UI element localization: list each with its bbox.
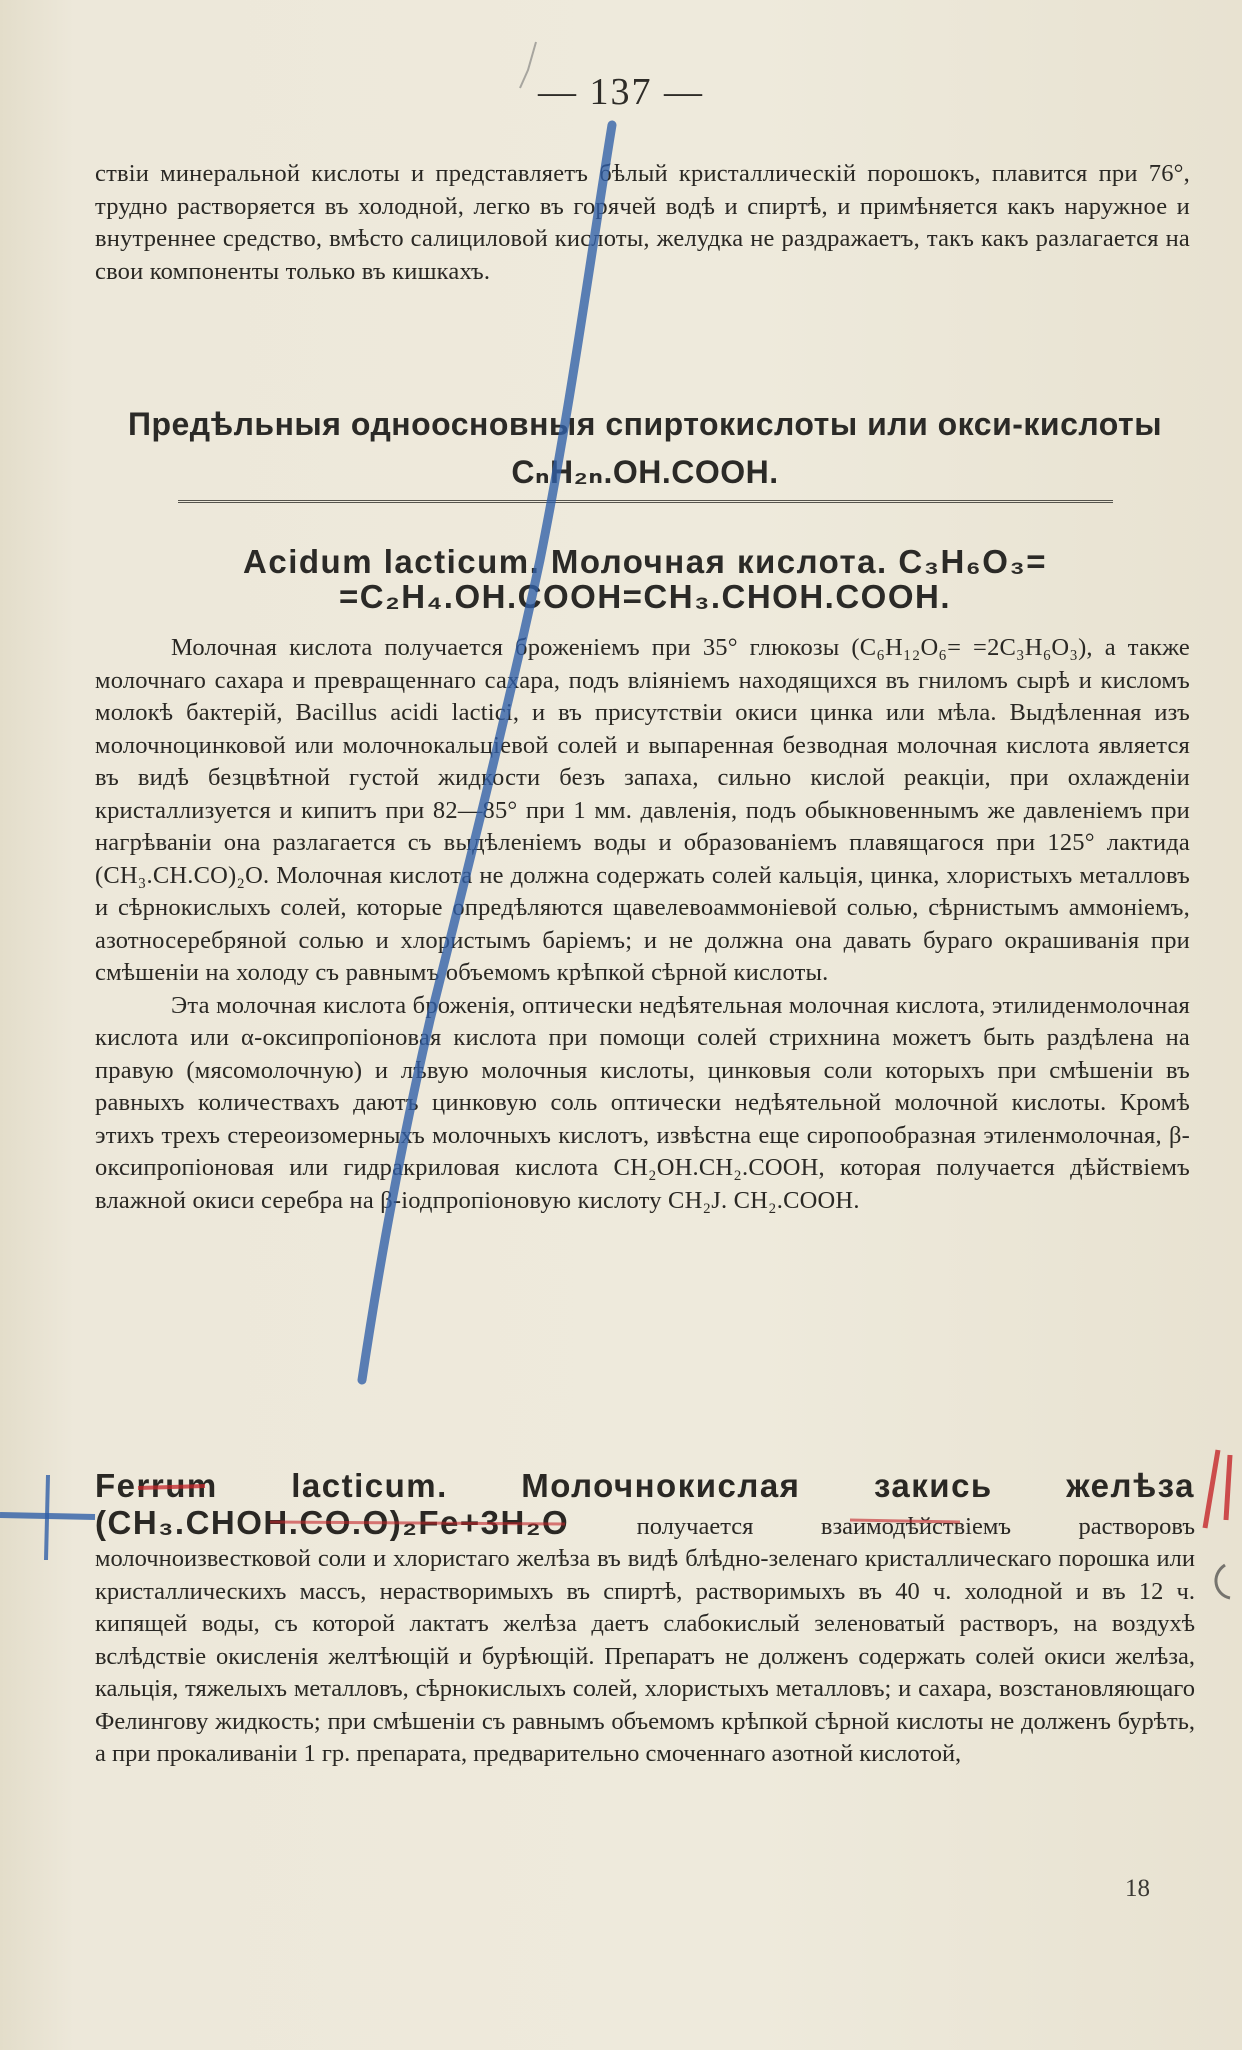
blue-pencil-cross-vertical — [46, 1475, 48, 1560]
section-rule — [178, 500, 1113, 505]
section-title: Предѣльныя одноосновныя спиртокислоты или окси-кислоты CₙH₂ₙ.OH.COOH. — [127, 406, 1163, 490]
acidum-body — [95, 632, 1190, 1217]
intro-text: ствіи минеральной кислоты и представляетъ бѣлый кристаллическій порошокъ, плавится при 76°, трудно растворяется въ холодной, легко въ горячей водѣ и спиртѣ, и примѣняется какъ наружное и внутреннее средство, вмѣсто салициловой кислоты, желудка не раздражаетъ, такъ какъ разлагается на свои компоненты только въ кишкахъ. — [95, 160, 1190, 285]
intro-paragraph — [95, 158, 1190, 288]
ferrum-text: получается взаимодѣйствіемъ растворовъ молочноизвестковой соли и хлористаго желѣза въ видѣ блѣдно-зеленаго кристаллическаго порошка или кристаллическихъ массъ, нерастворимыхъ въ спиртѣ, растворимыхъ въ 40 ч. холодной и въ 12 ч. кипящей воды, съ которой лактатъ желѣза даетъ слабокислый зеленоватый растворъ, на воздухѣ вслѣдствіе окисленія желтѣющій и бурѣющій. Препаратъ не долженъ содержать солей окиси желѣза, кальція, тяжелыхъ металловъ, сѣрнокислыхъ солей, хлористыхъ металловъ; и сахара, возстановляющаго Фелингову жидкость; при смѣшеніи съ равнымъ объемомъ крѣпкой сѣрной кислоты не долженъ бурѣть, а при прокаливаніи 1 гр. препарата, предварительно смоченнаго азотной кислотой, — [95, 1512, 1195, 1767]
ferrum-entry — [95, 1467, 1195, 1771]
red-margin-mark — [1205, 1450, 1230, 1528]
page-number: — 137 — — [538, 71, 704, 113]
acidum-title-line2: =C₂H₄.OH.COOH=CH₃.CHOH.COOH. — [338, 578, 952, 615]
pencil-margin-hook — [1216, 1565, 1230, 1598]
blue-pencil-cross-horizontal — [0, 1515, 95, 1517]
signature-number: 18 — [1125, 1875, 1150, 1902]
ferrum-title: Ferrum lacticum. Молочнокислая закись желѣза (CH₃.CHOH.CO.O)₂Fe+3H₂O — [95, 1467, 1195, 1541]
acidum-paragraph-1: Молочная кислота получается броженіемъ при 35° глюкозы (C₆H₁₂O₆= =2C₃H₆O₃), а также молочнаго сахара и превращеннаго сахара, подъ вліяніемъ находящихся въ гниломъ сырѣ и кисломъ молокѣ бактерій, Bacillus acidi lactici, и въ присутствіи окиси цинка или мѣла. Выдѣленная изъ молочноцинковой или молочнокальціевой солей и выпаренная безводная молочная кислота является въ видѣ безцвѣтной густой жидкости безъ запаха, сильно кислой реакціи, при охлажденіи кристаллизуется и кипитъ при 82—85° при 1 мм. давленія, подъ обыкновеннымъ же давленіемъ при нагрѣваніи она разлагается съ выдѣленіемъ воды и образованіемъ плавящагося при 125° лактида (CH₃.CH.CO)₂O. Молочная кислота не должна содержать солей кальція, цинка, хлористыхъ металловъ и сѣрнокислыхъ солей, которые опредѣляются щавелевоаммоніевой солью, сѣрнистымъ аммоніемъ, азотносеребряной солью и хлористымъ баріемъ; и не должна она давать бураго окрашиванія при смѣшеніи на холоду съ равнымъ объемомъ крѣпкой сѣрной кислоты. — [95, 634, 1190, 986]
acidum-title-line1: Acidum lacticum. Молочная кислота. C₃H₆O₃= — [243, 543, 1047, 580]
acidum-paragraph-2: Эта молочная кислота броженія, оптически недѣятельная молочная кислота, этилиденмолочная кислота или α-оксипропіоновая кислота при помощи солей стрихнина можетъ быть раздѣлена на правую (мясомолочную) и лѣвую молочныя кислоты, цинковыя соли которыхъ при смѣшеніи въ равныхъ количествахъ даютъ цинковую соль оптически недѣятельной молочной кислоты. Кромѣ этихъ трехъ стереоизомерныхъ молочныхъ кислотъ, извѣстна еще сиропообразная этиленмолочная, β-оксипропіоновая или гидракриловая кислота CH₂OH.CH₂.COOH, которая получается дѣйствіемъ влажной окиси серебра на β-іодпропіоновую кислоту CH₂J. CH₂.COOH. — [95, 991, 1190, 1214]
